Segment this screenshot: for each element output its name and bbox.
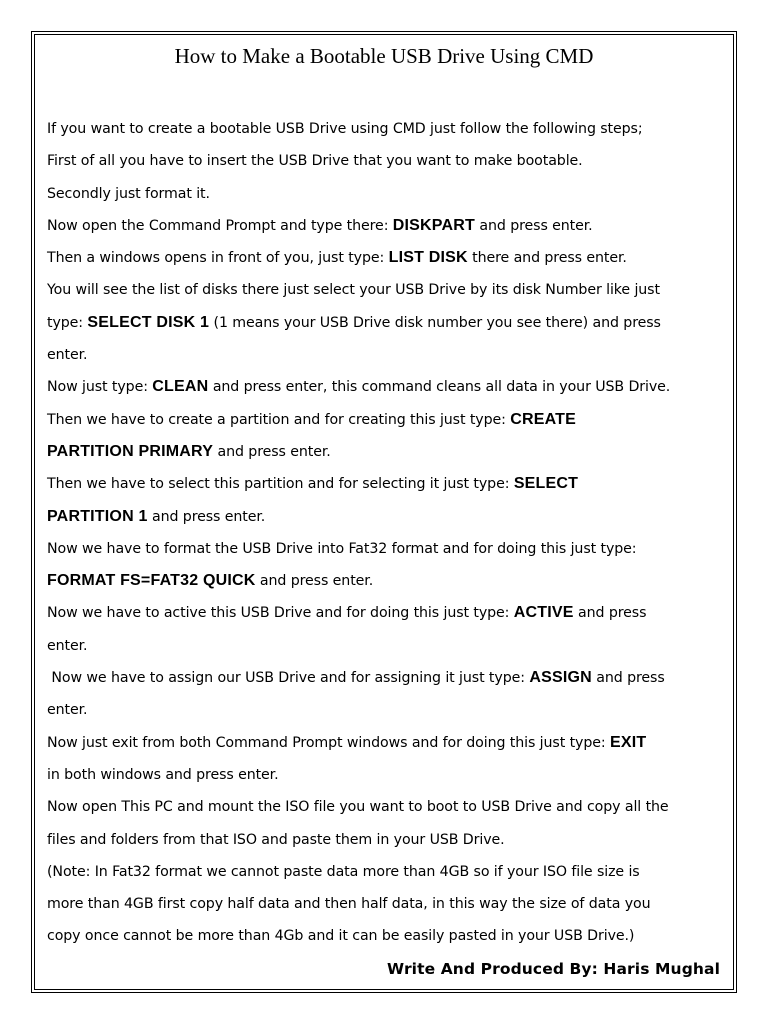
step-active bbox=[47, 597, 727, 629]
step-format-fat32 bbox=[47, 565, 727, 597]
step-select-partition bbox=[47, 468, 727, 500]
command-assign: ASSIGN bbox=[529, 669, 592, 687]
step-text: Then a windows opens in front of you, just type: bbox=[47, 250, 389, 267]
step-text: and press enter, this command cleans all data in your USB Drive. bbox=[208, 379, 671, 396]
command-clean: CLEAN bbox=[152, 378, 209, 396]
command-exit: EXIT bbox=[609, 733, 647, 751]
step-text: there and press enter. bbox=[467, 250, 627, 267]
note-line-1: (Note: In Fat32 format we cannot paste data more than 4GB so if your ISO file size is bbox=[47, 863, 640, 880]
step-active-end: enter. bbox=[47, 637, 88, 654]
command-partition-primary: PARTITION PRIMARY bbox=[47, 442, 214, 460]
command-select-disk: SELECT DISK 1 bbox=[87, 313, 210, 331]
step-text: Then we have to create a partition and for creating this just type: bbox=[47, 411, 511, 428]
author-credit: Write And Produced By: Haris Mughal bbox=[387, 960, 720, 978]
step-format: Secondly just format it. bbox=[47, 185, 210, 202]
document-title: How to Make a Bootable USB Drive Using CMD bbox=[174, 44, 594, 68]
command-create: CREATE bbox=[510, 410, 577, 428]
command-format: FORMAT FS=FAT32 QUICK bbox=[47, 572, 256, 590]
step-select-disk-end: enter. bbox=[47, 347, 88, 364]
step-select-partition-cont bbox=[47, 501, 727, 533]
step-list-disk bbox=[47, 242, 727, 274]
step-text: Now just exit from both Command Prompt windows and for doing this just type: bbox=[47, 734, 610, 751]
step-mount-iso: Now open This PC and mount the ISO file you want to boot to USB Drive and copy all the bbox=[47, 799, 669, 816]
command-partition-1: PARTITION 1 bbox=[47, 507, 148, 525]
step-create-partition bbox=[47, 404, 727, 436]
step-diskpart bbox=[47, 210, 727, 242]
command-list-disk: LIST DISK bbox=[388, 249, 468, 267]
command-diskpart: DISKPART bbox=[392, 216, 475, 234]
step-exit-end: in both windows and press enter. bbox=[47, 766, 279, 783]
step-create-partition-cont bbox=[47, 436, 727, 468]
note-line-3: copy once cannot be more than 4Gb and it can be easily pasted in your USB Drive.) bbox=[47, 928, 635, 945]
step-clean bbox=[47, 371, 727, 403]
step-text: Then we have to select this partition and for selecting it just type: bbox=[47, 476, 514, 493]
step-insert-usb: First of all you have to insert the USB Drive that you want to make bootable. bbox=[47, 153, 583, 170]
step-text: type: bbox=[47, 314, 88, 331]
step-mount-iso-cont: files and folders from that ISO and paste them in your USB Drive. bbox=[47, 831, 505, 848]
step-text: Now open the Command Prompt and type there: bbox=[47, 217, 393, 234]
step-text: Now we have to assign our USB Drive and for assigning it just type: bbox=[47, 670, 530, 687]
step-assign bbox=[47, 662, 727, 694]
step-text: (1 means your USB Drive disk number you see there) and press bbox=[209, 314, 661, 331]
step-select-disk-intro: You will see the list of disks there just select your USB Drive by its disk Number like just bbox=[47, 282, 660, 299]
step-text: and press bbox=[573, 605, 647, 622]
step-exit bbox=[47, 727, 727, 759]
step-select-disk bbox=[47, 307, 727, 339]
command-select: SELECT bbox=[513, 475, 579, 493]
intro-line: If you want to create a bootable USB Drive using CMD just follow the following steps; bbox=[47, 121, 643, 137]
step-format-fat32-intro: Now we have to format the USB Drive into Fat32 format and for doing this just type: bbox=[47, 540, 637, 557]
step-assign-end: enter. bbox=[47, 702, 88, 719]
step-text: Now just type: bbox=[47, 379, 153, 396]
command-active: ACTIVE bbox=[513, 604, 574, 622]
step-text: and press enter. bbox=[213, 443, 331, 460]
document-body bbox=[47, 113, 727, 953]
note-line-2: more than 4GB first copy half data and then half data, in this way the size of data you bbox=[47, 896, 651, 913]
step-text: Now we have to active this USB Drive and for doing this just type: bbox=[47, 605, 514, 622]
step-text: and press bbox=[591, 670, 665, 687]
step-text: and press enter. bbox=[255, 573, 374, 590]
step-text: and press enter. bbox=[147, 508, 266, 525]
step-text: and press enter. bbox=[474, 217, 593, 234]
